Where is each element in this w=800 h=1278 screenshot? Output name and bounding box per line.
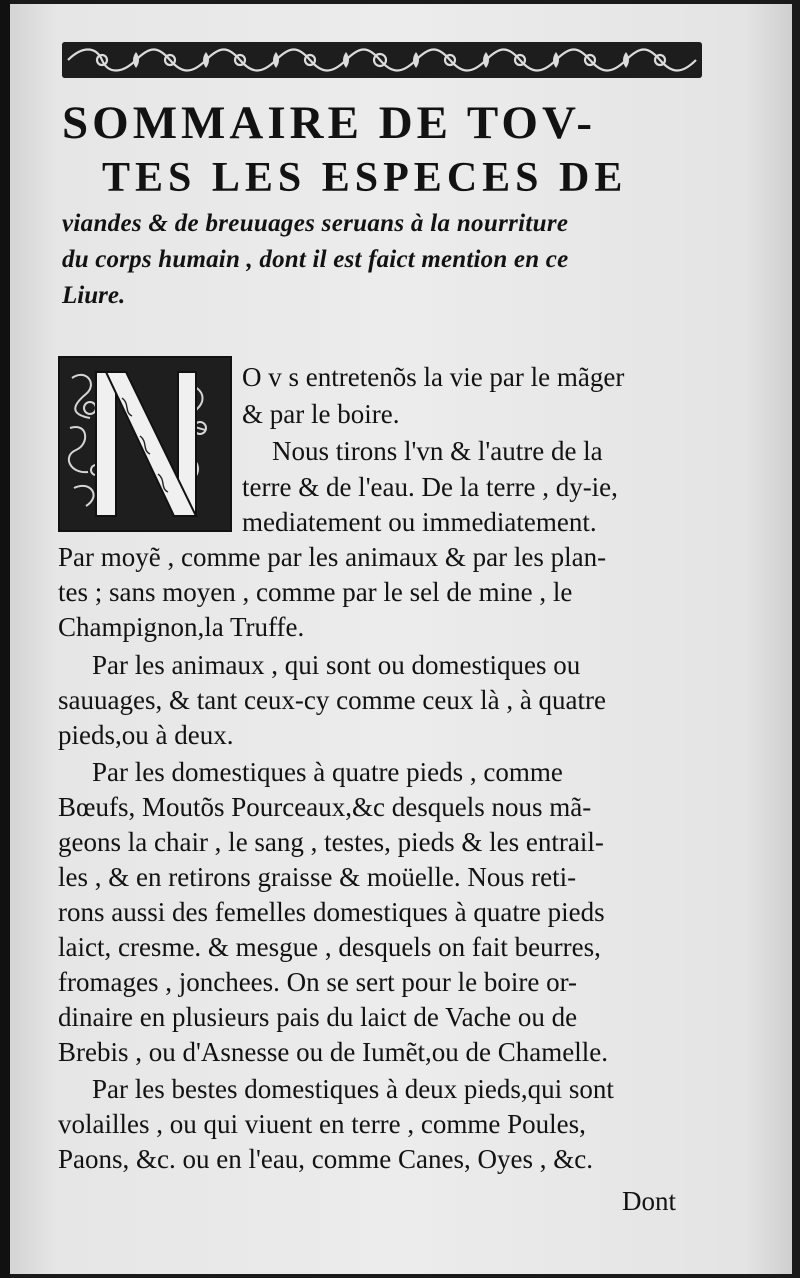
body-line: Nous tirons l'vn & l'autre de la [272, 436, 603, 466]
body-line: fromages , jonchees. On se sert pour le boire or- [58, 967, 578, 997]
body-line: laict, cresme. & mesgue , desquels on fait beurres, [58, 932, 601, 962]
body-line: Par les domestiques à quatre pieds , comme [92, 757, 563, 787]
body-line: terre & de l'eau. De la terre , dy-ie, [242, 472, 618, 502]
body-line: les , & en retirons graisse & moüelle. Nous reti- [58, 862, 577, 892]
body-line: Par les bestes domestiques à deux pieds,qui sont [92, 1074, 614, 1104]
page-title-line-1: SOMMAIRE DE TOV- [62, 97, 597, 149]
subtitle-line-1: viandes & de breuuages seruans à la nourriture [62, 210, 569, 237]
body-line: Paons, &c. ou en l'eau, comme Canes, Oyes , &c. [58, 1144, 593, 1174]
book-page [10, 4, 792, 1274]
ornamental-headpiece [62, 42, 702, 78]
body-line: Par les animaux , qui sont ou domestiques ou [92, 650, 581, 680]
body-line: O v s entretenõs la vie par le mãger [242, 362, 625, 392]
subtitle-line-2: du corps humain , dont il est faict mention en ce [62, 246, 569, 273]
body-line: & par le boire. [242, 399, 400, 429]
page-title-line-2: TES LES ESPECES DE [102, 155, 628, 201]
body-line: Bœufs, Moutõs Pourceaux,&c desquels nous mã- [58, 792, 592, 822]
scan-edge [0, 0, 10, 1278]
body-line: dinaire en plusieurs pais du laict de Vache ou de [58, 1002, 578, 1032]
body-line: mediatement ou immediatement. [242, 507, 597, 537]
body-line: Par moyẽ , comme par les animaux & par les plan- [58, 542, 607, 572]
body-line: geons la chair , le sang , testes, pieds & les entrail- [58, 827, 604, 857]
body-line: volailles , ou qui viuent en terre , comme Poules, [58, 1109, 586, 1139]
catchword: Dont [622, 1186, 676, 1216]
body-line: rons aussi des femelles domestiques à quatre pieds [58, 897, 605, 927]
subtitle-line-3: Liure. [62, 282, 126, 309]
body-line: pieds,ou à deux. [58, 720, 234, 750]
body-line: Champignon,la Truffe. [58, 612, 305, 642]
body-line: Brebis , ou d'Asnesse ou de Iumẽt,ou de Chamelle. [58, 1037, 609, 1067]
decorated-initial-n [58, 356, 232, 532]
body-line: tes ; sans moyen , comme par le sel de mine , le [58, 577, 573, 607]
body-line: sauuages, & tant ceux-cy comme ceux là , à quatre [58, 685, 607, 715]
